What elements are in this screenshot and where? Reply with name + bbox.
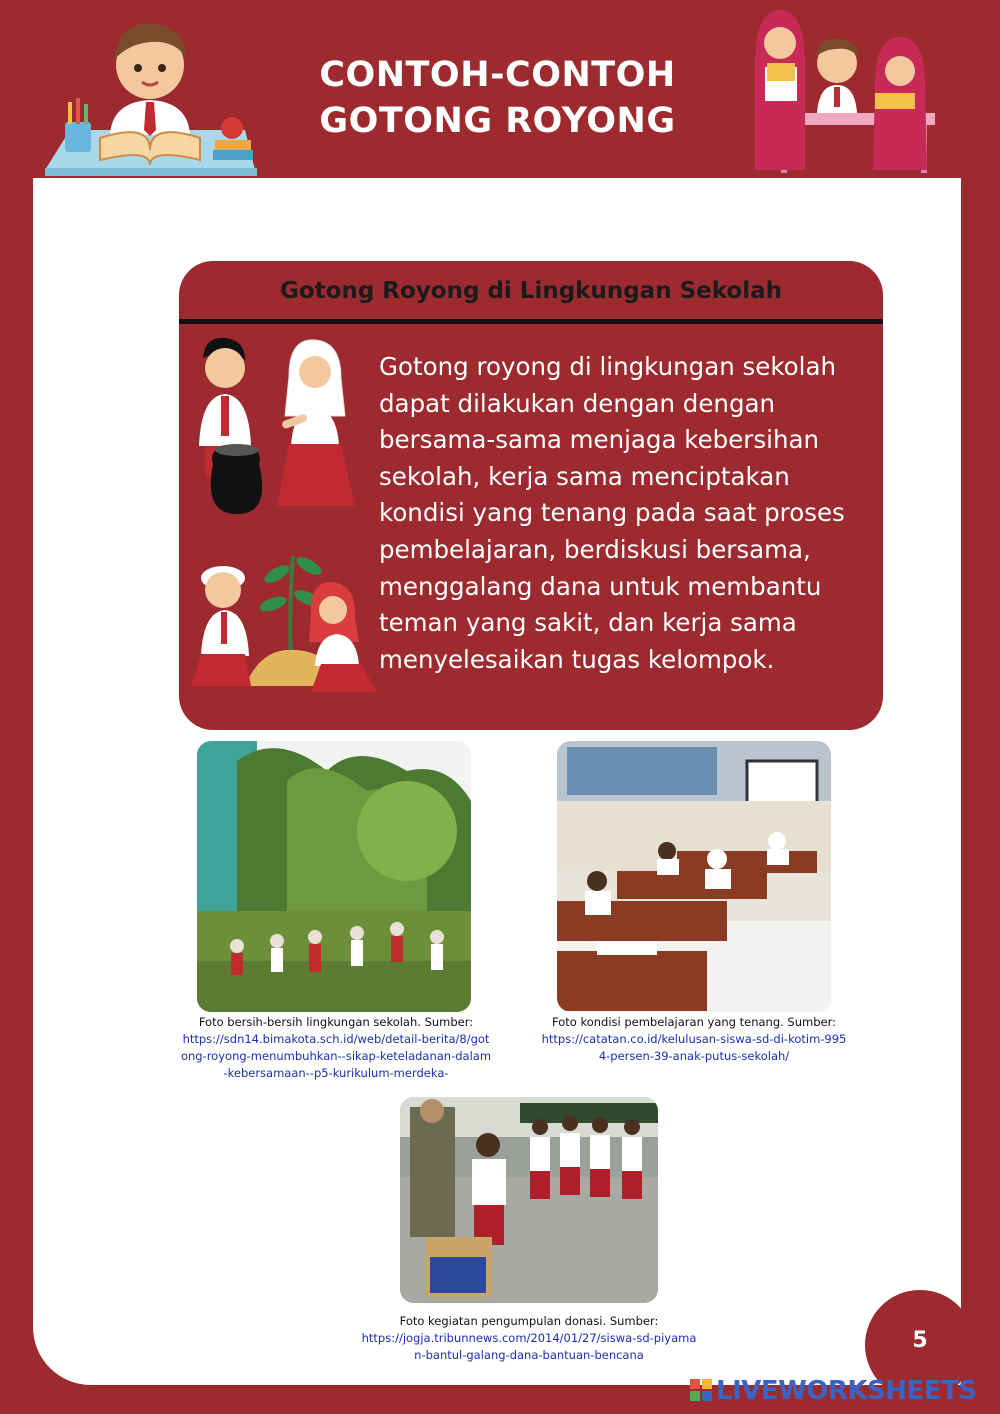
liveworksheets-logo[interactable] <box>690 1376 990 1406</box>
card-title: Gotong Royong di Lingkungan Sekolah <box>279 278 783 304</box>
page-title-line-2: GOTONG ROYONG <box>319 101 676 141</box>
page-title-line-1: CONTOH-CONTOH <box>319 55 676 95</box>
photo-classroom-caption-text: Foto kondisi pembelajaran yang tenang. Sumber: <box>552 1015 836 1029</box>
liveworksheets-wordmark: LIVEWORKSHEETS <box>716 1376 977 1406</box>
photo-cleaning-caption <box>180 1014 492 1082</box>
photo-classroom <box>557 741 831 1012</box>
card-body-text: Gotong royong di lingkungan sekolah dapat dilakukan dengan dengan bersama-sama menjaga kebersihan sekolah, kerja sama menciptakan kondisi yang tenang pada saat proses pembelajaran, berdiskusi bersama, menggalang dana untuk membantu teman yang sakit, dan kerja sama menyelesaikan tugas kelompok. <box>379 352 845 674</box>
photo-cleaning-caption-text: Foto bersih-bersih lingkungan sekolah. Sumber: <box>198 1015 474 1029</box>
photo-donation-caption <box>360 1313 698 1364</box>
photo-donation <box>400 1097 658 1303</box>
photo-classroom-source-link[interactable]: https://catatan.co.id/kelulusan-siswa-sd-di-kotim-9954-persen-39-anak-putus-sekolah/ <box>541 1032 847 1063</box>
photo-cleaning-source-link[interactable]: https://sdn14.bimakota.sch.id/web/detail-berita/8/gotong-royong-menumbuhkan--sikap-keteladanan-dalam-kebersamaan--p5-kurikulum-merdeka- <box>180 1032 492 1080</box>
card-divider <box>179 319 883 324</box>
photo-donation-source-link[interactable]: https://jogja.tribunnews.com/2014/01/27/siswa-sd-piyaman-bantul-galang-dana-bantuan-bencana <box>361 1331 697 1362</box>
page-number: 5 <box>912 1328 928 1353</box>
photo-donation-caption-text: Foto kegiatan pengumpulan donasi. Sumber: <box>399 1314 659 1328</box>
photo-cleaning <box>197 741 471 1012</box>
page-title <box>250 52 745 144</box>
student-desk-illustration <box>40 10 260 180</box>
students-reading-illustration <box>745 5 945 177</box>
kids-planting-illustration <box>181 546 381 696</box>
info-card <box>179 261 883 730</box>
photo-classroom-caption <box>538 1014 850 1065</box>
kids-cleaning-illustration <box>185 336 375 521</box>
liveworksheets-mark-icon <box>690 1379 712 1401</box>
